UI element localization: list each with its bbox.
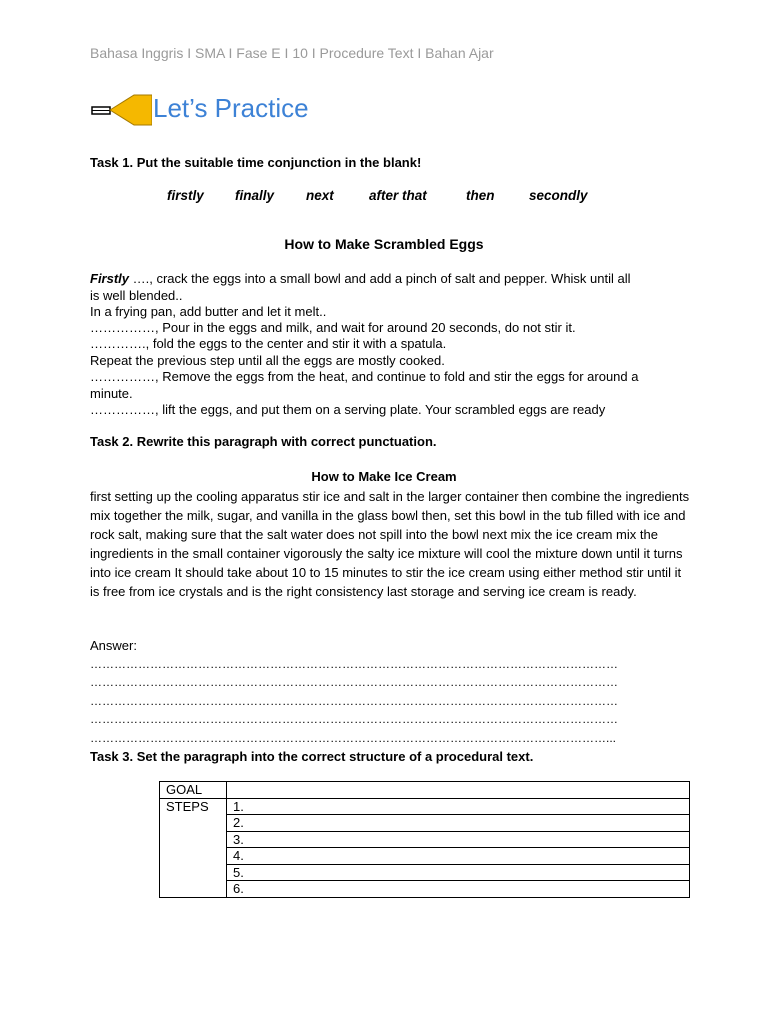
conjunction-word: after that bbox=[369, 188, 427, 203]
procedure-structure-table bbox=[159, 781, 690, 898]
procedure-line: …………., fold the eggs to the center and stir it with a spatula. bbox=[90, 336, 447, 351]
procedure-line-text: …., crack the eggs into a small bowl and add a pinch of salt and pepper. Whisk until all bbox=[129, 271, 631, 286]
step-cell[interactable]: 6. bbox=[227, 881, 690, 898]
step-cell[interactable]: 4. bbox=[227, 848, 690, 865]
step-cell[interactable]: 5. bbox=[227, 864, 690, 881]
step-row bbox=[160, 831, 690, 848]
step-row bbox=[160, 798, 690, 815]
answer-line[interactable]: …………………………………………………………………………………………………………………... bbox=[90, 731, 617, 745]
answer-line[interactable]: …………………………………………………………………………………………………………………… bbox=[90, 657, 618, 671]
answer-line[interactable]: …………………………………………………………………………………………………………………… bbox=[90, 675, 618, 689]
step-row bbox=[160, 815, 690, 832]
task2-instruction: Task 2. Rewrite this paragraph with correct punctuation. bbox=[90, 434, 437, 449]
procedure-line: Repeat the previous step until all the eggs are mostly cooked. bbox=[90, 353, 445, 368]
goal-row bbox=[160, 782, 690, 799]
answer-label: Answer: bbox=[90, 638, 137, 653]
section-title: Let’s Practice bbox=[153, 93, 309, 123]
step-cell[interactable]: 3. bbox=[227, 831, 690, 848]
scrambled-eggs-heading: How to Make Scrambled Eggs bbox=[284, 236, 484, 252]
conjunction-word: then bbox=[466, 188, 495, 203]
procedure-line: minute. bbox=[90, 386, 133, 401]
conjunction-word: next bbox=[306, 188, 334, 203]
step-row bbox=[160, 848, 690, 865]
task3-instruction: Task 3. Set the paragraph into the correct structure of a procedural text. bbox=[90, 749, 534, 764]
answer-line[interactable]: …………………………………………………………………………………………………………………… bbox=[90, 694, 618, 708]
procedure-line: ……………, Remove the eggs from the heat, and continue to fold and stir the eggs for around a bbox=[90, 369, 639, 384]
step-cell[interactable]: 1. bbox=[227, 798, 690, 815]
step-row bbox=[160, 881, 690, 898]
ice-cream-paragraph: first setting up the cooling apparatus stir ice and salt in the larger container then combine the ingredients mix together the milk, sugar, and vanilla in the glass bowl then, set this bowl in the tub filled with ice and rock salt, making sure that the salt water does not spill into the bowl next mix the ice cream mix the ingredients in the small container vigorously the salty ice mixture will cool the mixture down until it turns into ice cream It should take about 10 to 15 minutes to stir the ice cream using either method stir until it is free from ice crystals and is the right consistency last storage and serving ice cream is ready. bbox=[90, 489, 690, 599]
conjunction-word: firstly bbox=[167, 188, 204, 203]
ice-cream-heading: How to Make Ice Cream bbox=[311, 469, 457, 484]
goal-cell[interactable] bbox=[227, 782, 690, 799]
pencil-icon bbox=[90, 92, 152, 128]
step-row bbox=[160, 864, 690, 881]
task1-instruction: Task 1. Put the suitable time conjunction in the blank! bbox=[90, 155, 422, 170]
answer-line[interactable]: …………………………………………………………………………………………………………………… bbox=[90, 712, 618, 726]
step-cell[interactable]: 2. bbox=[227, 815, 690, 832]
goal-label: GOAL bbox=[160, 782, 227, 799]
procedure-line: In a frying pan, add butter and let it melt.. bbox=[90, 304, 327, 319]
procedure-line: is well blended.. bbox=[90, 288, 183, 303]
conjunction-word: finally bbox=[235, 188, 275, 203]
steps-label: STEPS bbox=[160, 798, 227, 897]
procedure-line: ……………, lift the eggs, and put them on a serving plate. Your scrambled eggs are ready bbox=[90, 402, 606, 417]
conjunction-word: secondly bbox=[529, 188, 588, 203]
procedure-line: ……………, Pour in the eggs and milk, and wait for around 20 seconds, do not stir it. bbox=[90, 320, 576, 335]
procedure-line-lead: Firstly bbox=[90, 271, 130, 286]
page-header: Bahasa Inggris I SMA I Fase E I 10 I Procedure Text I Bahan Ajar bbox=[90, 45, 494, 61]
procedure-line bbox=[90, 271, 631, 286]
